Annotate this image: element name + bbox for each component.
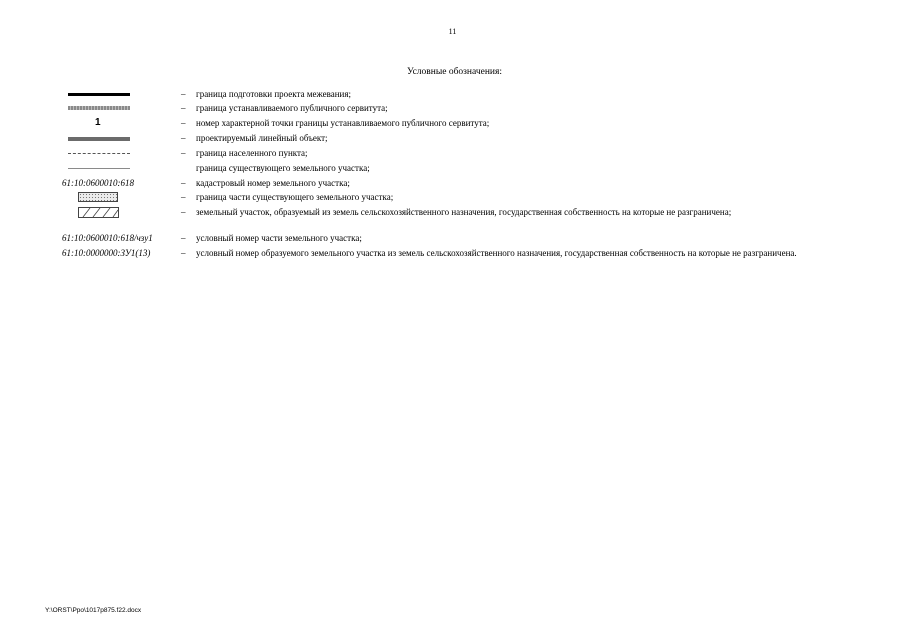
part-number-sample: 61:10:0600010:618/чзу1	[62, 233, 153, 243]
legend-text: условный номер части земельного участка;	[196, 233, 362, 243]
legend-text: граница части существующего земельного участка;	[196, 192, 394, 202]
dash: –	[181, 233, 186, 243]
legend-text: граница населенного пункта;	[196, 148, 308, 158]
symbol-parcel-part-boundary	[62, 192, 180, 203]
symbol-linear-object	[62, 133, 180, 144]
dash: –	[181, 207, 186, 217]
hatched-parcel-icon	[78, 207, 120, 219]
legend-text: земельный участок, образуемый из земель сельскохозяйственного назначения, государственная собственность на которые не разграничена;	[196, 207, 732, 217]
point-number-label: 1	[95, 117, 101, 128]
dash: –	[181, 148, 186, 158]
symbol-formed-parcel	[62, 207, 180, 218]
dash: –	[181, 133, 186, 143]
dash: –	[181, 248, 186, 258]
legend-text: проектируемый линейный объект;	[196, 133, 328, 143]
symbol-point-number	[62, 118, 180, 129]
cadastral-number-sample: 61:10:0600010:618	[62, 178, 134, 188]
formed-parcel-number-sample: 61:10:0000000:ЗУ1(13)	[62, 248, 151, 258]
legend-text: кадастровый номер земельного участка;	[196, 178, 350, 188]
legend-text: номер характерной точки границы устанавливаемого публичного сервитута;	[196, 118, 490, 128]
dash: –	[181, 118, 186, 128]
symbol-settlement-boundary	[62, 148, 180, 159]
legend-text: граница подготовки проекта межевания;	[196, 89, 352, 99]
dash: –	[181, 192, 186, 202]
legend-text: граница существующего земельного участка;	[196, 163, 370, 173]
dash: –	[181, 178, 186, 188]
dash: –	[181, 89, 186, 99]
footer-file-path: Y:\ORST\Ppo\1017p875.f22.docx	[45, 607, 142, 614]
symbol-existing-parcel-boundary	[62, 163, 180, 174]
symbol-easement-boundary	[62, 103, 180, 114]
legend-text: граница устанавливаемого публичного сервитута;	[196, 103, 388, 113]
legend-title: Условные обозначения:	[406, 67, 502, 77]
legend-text: условный номер образуемого земельного участка из земель сельскохозяйственного назначения, государственная собственность на которые не разграничена.	[196, 248, 797, 258]
symbol-project-boundary	[62, 89, 180, 100]
dash: –	[181, 103, 186, 113]
page-number: 11	[448, 27, 457, 36]
